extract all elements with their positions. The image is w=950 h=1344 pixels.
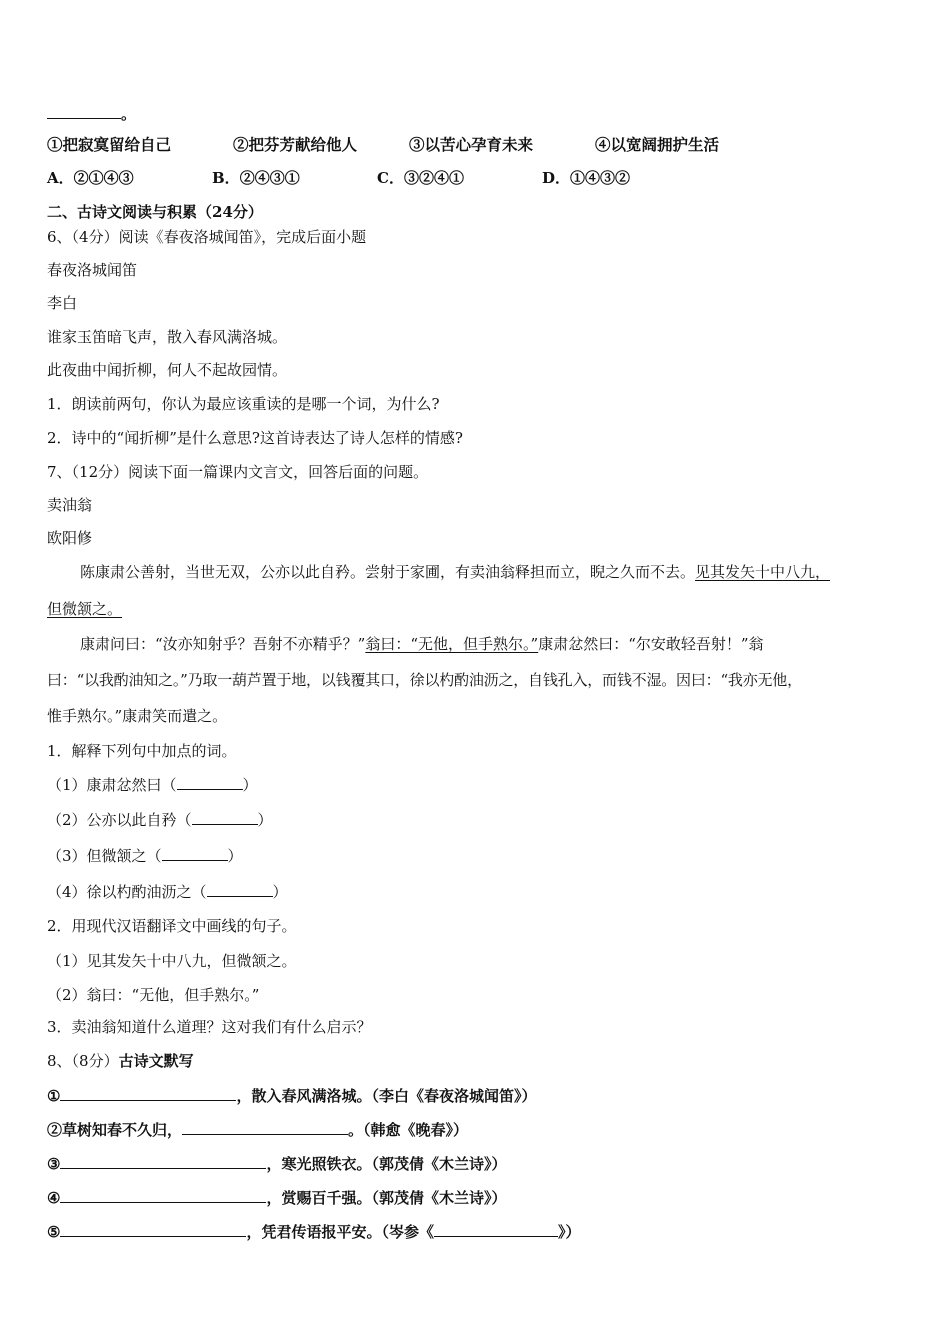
answer-choices bbox=[47, 167, 630, 189]
q7-sub2: 2．用现代汉语翻译文中画线的句子。 bbox=[47, 917, 297, 935]
definition-item: （4）徐以杓酌油沥之（ ） bbox=[47, 880, 288, 903]
definition-item: （2）公亦以此自矜（ ） bbox=[47, 808, 273, 831]
answer-blank bbox=[177, 773, 243, 790]
q7-sub3: 3．卖油翁知道什么道理？这对我们有什么启示？ bbox=[47, 1018, 372, 1036]
choice-letter: C． bbox=[377, 169, 404, 187]
choice-value: ③②④① bbox=[403, 169, 464, 187]
option-item: ①把寂寞留给自己 bbox=[47, 135, 172, 154]
recitation-line: ③ ，寒光照铁衣。（郭茂倩《木兰诗》） bbox=[47, 1152, 506, 1175]
answer-blank bbox=[60, 1220, 246, 1237]
sentence-options bbox=[47, 134, 719, 156]
choice-letter: B． bbox=[212, 169, 240, 187]
answer-blank bbox=[207, 880, 273, 897]
choice-b bbox=[212, 167, 377, 189]
recitation-line: ②草树知春不久归， 。（韩愈《晚春》） bbox=[47, 1118, 468, 1141]
passage-p1-line1 bbox=[80, 561, 830, 583]
recitation-line: ① ，散入春风满洛城。（李白《春夜洛城闻笛》） bbox=[47, 1084, 536, 1107]
choice-letter: D． bbox=[542, 169, 571, 187]
passage-p2-line2: 曰：“以我酌油知之。”乃取一葫芦置于地，以钱覆其口，徐以杓酌油沥之，自钱孔入，而钱不湿。因曰：“我亦无他， bbox=[47, 671, 802, 689]
translation-item: （1）见其发矢十中八九，但微颔之。 bbox=[47, 952, 297, 970]
passage-text: 陈康肃公善射，当世无双，公亦以此自矜。尝射于家圃，有卖油翁释担而立，睨之久而不去。 bbox=[80, 563, 696, 581]
choice-value: ②④③① bbox=[239, 169, 300, 187]
option-item: ④以宽阔拥护生活 bbox=[595, 135, 720, 154]
choice-a bbox=[47, 167, 212, 189]
underlined-sentence: 翁曰：“无他，但手熟尔。” bbox=[365, 635, 539, 653]
underlined-sentence: 见其发矢十中八九， bbox=[695, 563, 831, 581]
section-heading: 二、古诗文阅读与积累（24分） bbox=[47, 203, 263, 221]
choice-c bbox=[377, 167, 542, 189]
translation-item: （2）翁曰：“无他，但手熟尔。” bbox=[47, 986, 260, 1004]
text-title: 卖油翁 bbox=[47, 496, 93, 514]
answer-blank bbox=[192, 808, 258, 825]
q8-stem: 8、（8分）古诗文默写 bbox=[47, 1052, 194, 1070]
passage-p2-line3: 惟手熟尔。”康肃笑而遣之。 bbox=[47, 707, 228, 725]
q7-sub1: 1．解释下列句中加点的词。 bbox=[47, 742, 237, 760]
q6-sub2: 2．诗中的“闻折柳”是什么意思?这首诗表达了诗人怎样的情感? bbox=[47, 429, 463, 447]
q6-sub1: 1．朗读前两句，你认为最应该重读的是哪一个词，为什么? bbox=[47, 395, 440, 413]
recitation-line: ⑤ ，凭君传语报平安。（岑参《 》） bbox=[47, 1220, 580, 1243]
definition-item: （1）康肃忿然曰（ ） bbox=[47, 773, 258, 796]
poem-line: 谁家玉笛暗飞声，散入春风满洛城。 bbox=[47, 328, 288, 346]
q6-stem: 6、（4分）阅读《春夜洛城闻笛》，完成后面小题 bbox=[47, 228, 367, 246]
choice-value: ②①④③ bbox=[73, 169, 134, 187]
passage-p2-line1 bbox=[80, 633, 764, 655]
passage-text: 康肃问曰：“汝亦知射乎？吾射不亦精乎？” bbox=[80, 635, 366, 653]
answer-blank bbox=[47, 102, 121, 119]
choice-value: ①④③② bbox=[570, 169, 631, 187]
answer-blank bbox=[60, 1084, 236, 1101]
answer-blank bbox=[60, 1186, 266, 1203]
end-mark: 。 bbox=[121, 105, 137, 123]
poem-author: 李白 bbox=[47, 294, 78, 312]
text-author: 欧阳修 bbox=[47, 529, 93, 547]
option-item: ③以苦心孕育未来 bbox=[409, 135, 534, 154]
answer-blank bbox=[162, 844, 228, 861]
recitation-line: ④ ，赏赐百千强。（郭茂倩《木兰诗》） bbox=[47, 1186, 506, 1209]
answer-blank bbox=[182, 1118, 348, 1135]
choice-d bbox=[542, 167, 630, 189]
choice-letter: A． bbox=[47, 169, 74, 187]
q7-stem: 7、（12分）阅读下面一篇课内文言文，回答后面的问题。 bbox=[47, 463, 429, 481]
option-item: ②把芬芳献给他人 bbox=[233, 135, 358, 154]
answer-line bbox=[47, 102, 136, 125]
definition-item: （3）但微颔之（ ） bbox=[47, 844, 243, 867]
answer-blank bbox=[434, 1220, 558, 1237]
answer-blank bbox=[60, 1152, 266, 1169]
passage-text: 康肃忿然曰：“尔安敢轻吾射！”翁 bbox=[538, 635, 764, 653]
underlined-sentence: 但微颔之。 bbox=[47, 600, 123, 618]
poem-title: 春夜洛城闻笛 bbox=[47, 261, 138, 279]
passage-p1-line2 bbox=[47, 598, 122, 620]
poem-line: 此夜曲中闻折柳，何人不起故园情。 bbox=[47, 361, 288, 379]
